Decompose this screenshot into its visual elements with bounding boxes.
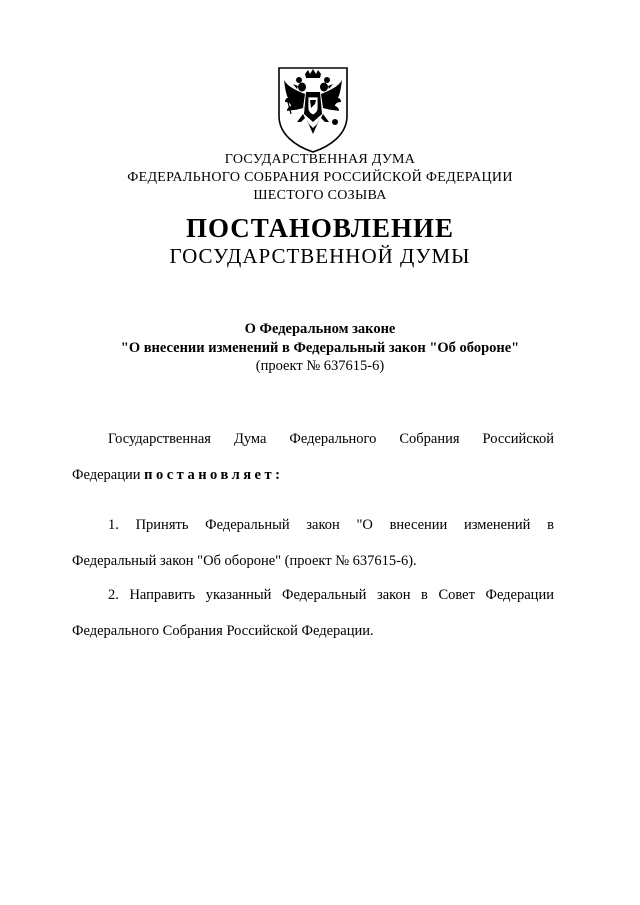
resolution-item-1: [72, 516, 554, 570]
subject-line-1: О Федеральном законе: [244, 321, 396, 337]
word: указанный: [205, 587, 272, 603]
word: Федеральный: [281, 587, 367, 603]
preamble-prefix: Федерации: [72, 467, 145, 483]
russian-coat-of-arms-icon: [275, 64, 351, 154]
word: 2.: [108, 587, 119, 603]
item-1-line-2: Федеральный закон "Об обороне" (проект № 637615-6).: [72, 553, 417, 569]
word: Государственная: [108, 431, 211, 447]
item-2-line-2: Федерального Собрания Российской Федерации.: [72, 623, 374, 639]
word: Российской: [482, 431, 554, 447]
issuer-header: [0, 151, 640, 205]
subject-line-2: "О внесении изменений в Федеральный закон "Об обороне": [120, 339, 520, 356]
word: Собрания: [399, 431, 460, 447]
word: Совет: [438, 587, 475, 603]
word: Принять: [135, 517, 189, 533]
issuer-line-3: ШЕСТОГО СОЗЫВА: [253, 188, 387, 203]
preamble-line-2: [72, 466, 554, 484]
word: Федерации: [485, 587, 554, 603]
issuer-line-2: ФЕДЕРАЛЬНОГО СОБРАНИЯ РОССИЙСКОЙ ФЕДЕРАЦИИ: [127, 170, 513, 185]
issuer-line-1: ГОСУДАРСТВЕННАЯ ДУМА: [224, 152, 416, 167]
subject-line-3: (проект № 637615-6): [255, 358, 385, 374]
item-1-line-1: [72, 516, 554, 534]
document-subject: [0, 320, 640, 376]
word: изменений: [464, 517, 531, 533]
resolution-item-2: [72, 586, 554, 640]
item-2-line-1: [72, 586, 554, 604]
word: Дума: [233, 431, 267, 447]
word: в: [547, 517, 554, 533]
word: Федерального: [289, 431, 377, 447]
word: 1.: [108, 517, 119, 533]
word: закон: [376, 587, 411, 603]
word: Направить: [129, 587, 196, 603]
document-title: ПОСТАНОВЛЕНИЕ: [185, 213, 455, 243]
word: в: [421, 587, 428, 603]
preamble-line-1: [72, 430, 554, 448]
document-subtitle: ГОСУДАРСТВЕННОЙ ДУМЫ: [169, 244, 471, 268]
resolves-word: постановляет:: [144, 467, 284, 483]
word: внесении: [389, 517, 448, 533]
word: "О: [356, 517, 373, 533]
word: закон: [306, 517, 340, 533]
word: Федеральный: [205, 517, 290, 533]
preamble-paragraph: [72, 430, 554, 484]
